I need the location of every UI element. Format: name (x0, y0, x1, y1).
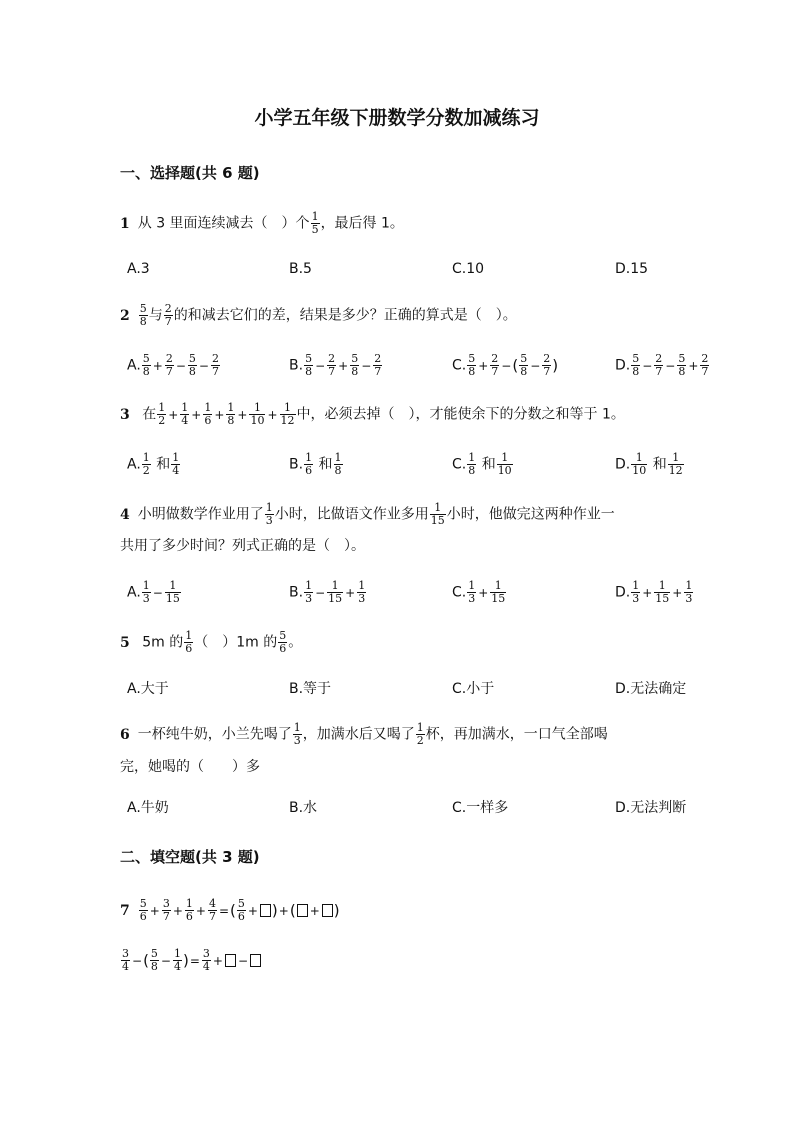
section-heading-choice: 一、选择题(共 6 题) (120, 164, 260, 182)
question-number: 6 (120, 726, 130, 743)
question-6-line-2: 完，她喝的（ ）多 (120, 759, 260, 775)
option-d[interactable]: D. $\frac{1}{10}$ 和 $\frac{1}{12}$ (615, 451, 683, 477)
fraction: $\frac{2}{7}$ (164, 302, 172, 328)
answer-box[interactable] (225, 954, 236, 967)
question-text: 5m 的 (142, 634, 184, 651)
option-d[interactable]: D.无法确定 (615, 681, 687, 697)
option-c[interactable]: C. $\frac{1}{8}$ 和 $\frac{1}{10}$ (452, 451, 512, 477)
question-text: 的和减去它们的差，结果是多少？正确的算式是（ ）。 (173, 307, 517, 324)
option-b[interactable]: B.水 (289, 800, 318, 816)
answer-box[interactable] (297, 904, 308, 917)
question-number: 4 (120, 506, 130, 523)
question-number: 1 (120, 215, 130, 232)
option-c[interactable]: C. $\frac{5}{8}$ + $\frac{2}{7}$ −( $\frac{5}{8}$ − $\frac{2}{7}$ ) (452, 352, 559, 378)
section-heading-fill: 二、填空题(共 3 题) (120, 848, 260, 866)
option-b[interactable]: B. $\frac{5}{8}$ − $\frac{2}{7}$ + $\frac{5}{8}$ − $\frac{2}{7}$ (289, 352, 382, 378)
question-text: 一杯纯牛奶，小兰先喝了 (137, 726, 292, 743)
question-text: 从 3 里面连续减去（ ）个 (137, 215, 310, 232)
question-1 (120, 211, 404, 236)
question-3: 3 在 $\frac{1}{2}$ + $\frac{1}{4}$ + $\frac{1}{6}$ + $\frac{1}{8}$ + $\frac{1}{10}$ + $\frac{1}{12}$ 中，必须去掉（ ），才能使余下的分数之和等于 1。 (120, 401, 625, 427)
question-number: 2 (120, 307, 130, 324)
question-text: 在 (142, 406, 157, 423)
question-number: 3 (120, 406, 130, 423)
option-b[interactable]: B. $\frac{1}{6}$ 和 $\frac{1}{8}$ (289, 451, 342, 477)
options-q4 (127, 580, 727, 608)
option-c[interactable]: C. $\frac{1}{3}$ + $\frac{1}{15}$ (452, 579, 506, 605)
question-2 (120, 303, 517, 328)
option-c[interactable]: C.10 (452, 261, 485, 277)
option-d[interactable]: D. $\frac{1}{3}$ + $\frac{1}{15}$ + $\frac{1}{3}$ (615, 579, 693, 605)
answer-box[interactable] (250, 954, 261, 967)
question-text: 杯，再加满水，一口气全部喝 (425, 726, 608, 743)
fraction: $\frac{1}{5}$ (311, 210, 319, 236)
option-a[interactable]: A.大于 (127, 681, 169, 697)
option-a[interactable]: A.牛奶 (127, 800, 169, 816)
question-number: 5 (120, 634, 130, 651)
question-7-part-2: $\frac{3}{4}$ −( $\frac{5}{8}$ − $\frac{1}{4}$ )= $\frac{3}{4}$ + − (120, 948, 262, 973)
question-text: 小时，他做完这两种作业一 (446, 506, 615, 523)
option-a[interactable]: A. $\frac{1}{2}$ 和 $\frac{1}{4}$ (127, 451, 180, 477)
option-c[interactable]: C.一样多 (452, 800, 509, 816)
options-q6 (127, 798, 727, 826)
option-c[interactable]: C.小于 (452, 681, 495, 697)
fraction: $\frac{5}{8}$ (139, 302, 147, 328)
question-5: 5 5m 的 $\frac{1}{6}$ （ ）1m 的 $\frac{5}{6}$ 。 (120, 629, 303, 655)
question-4: 4 小明做数学作业用了 $\frac{1}{3}$ 小时，比做语文作业多用 $\frac{1}{15}$ 小时，他做完这两种作业一 (120, 501, 615, 527)
option-b[interactable]: B.等于 (289, 681, 332, 697)
answer-box[interactable] (322, 904, 333, 917)
question-7: 7 $\frac{5}{6}$ + $\frac{3}{7}$ + $\frac{1}{6}$ + $\frac{4}{7}$ =( $\frac{5}{6}$ + )+( + ) (120, 897, 340, 923)
option-d[interactable]: D.15 (615, 261, 649, 277)
options-q3 (127, 452, 727, 480)
option-d[interactable]: D.无法判断 (615, 800, 687, 816)
question-text: ，加满水后又喝了 (302, 726, 415, 743)
options-q1 (127, 259, 727, 287)
question-text: ，最后得 1。 (320, 215, 404, 232)
page-title: 小学五年级下册数学分数加减练习 (254, 107, 540, 129)
question-text: （ ）1m 的 (194, 634, 278, 651)
question-text: 小时，比做语文作业多用 (274, 506, 429, 523)
question-text: 小明做数学作业用了 (137, 506, 264, 523)
question-number: 7 (120, 902, 130, 919)
question-text: 中，必须去掉（ ），才能使余下的分数之和等于 1。 (296, 406, 625, 423)
question-4-line-2: 共用了多少时间？列式正确的是（ ）。 (120, 538, 365, 554)
option-d[interactable]: D. $\frac{5}{8}$ − $\frac{2}{7}$ − $\frac{5}{8}$ + $\frac{2}{7}$ (615, 352, 709, 378)
option-a[interactable]: A. $\frac{1}{3}$ − $\frac{1}{15}$ (127, 579, 180, 605)
answer-box[interactable] (260, 904, 271, 917)
option-b[interactable]: B.5 (289, 261, 312, 277)
option-b[interactable]: B. $\frac{1}{3}$ − $\frac{1}{15}$ + $\frac{1}{3}$ (289, 579, 366, 605)
question-text: 与 (148, 307, 163, 324)
option-a[interactable]: A. $\frac{5}{8}$ + $\frac{2}{7}$ − $\frac{5}{8}$ − $\frac{2}{7}$ (127, 352, 219, 378)
options-q2 (127, 353, 727, 381)
question-text: 。 (288, 634, 303, 651)
options-q5 (127, 679, 727, 707)
option-a[interactable]: A.3 (127, 261, 150, 277)
question-6: 6 一杯纯牛奶，小兰先喝了 $\frac{1}{3}$ ，加满水后又喝了 $\frac{1}{2}$ 杯，再加满水，一口气全部喝 (120, 721, 608, 747)
